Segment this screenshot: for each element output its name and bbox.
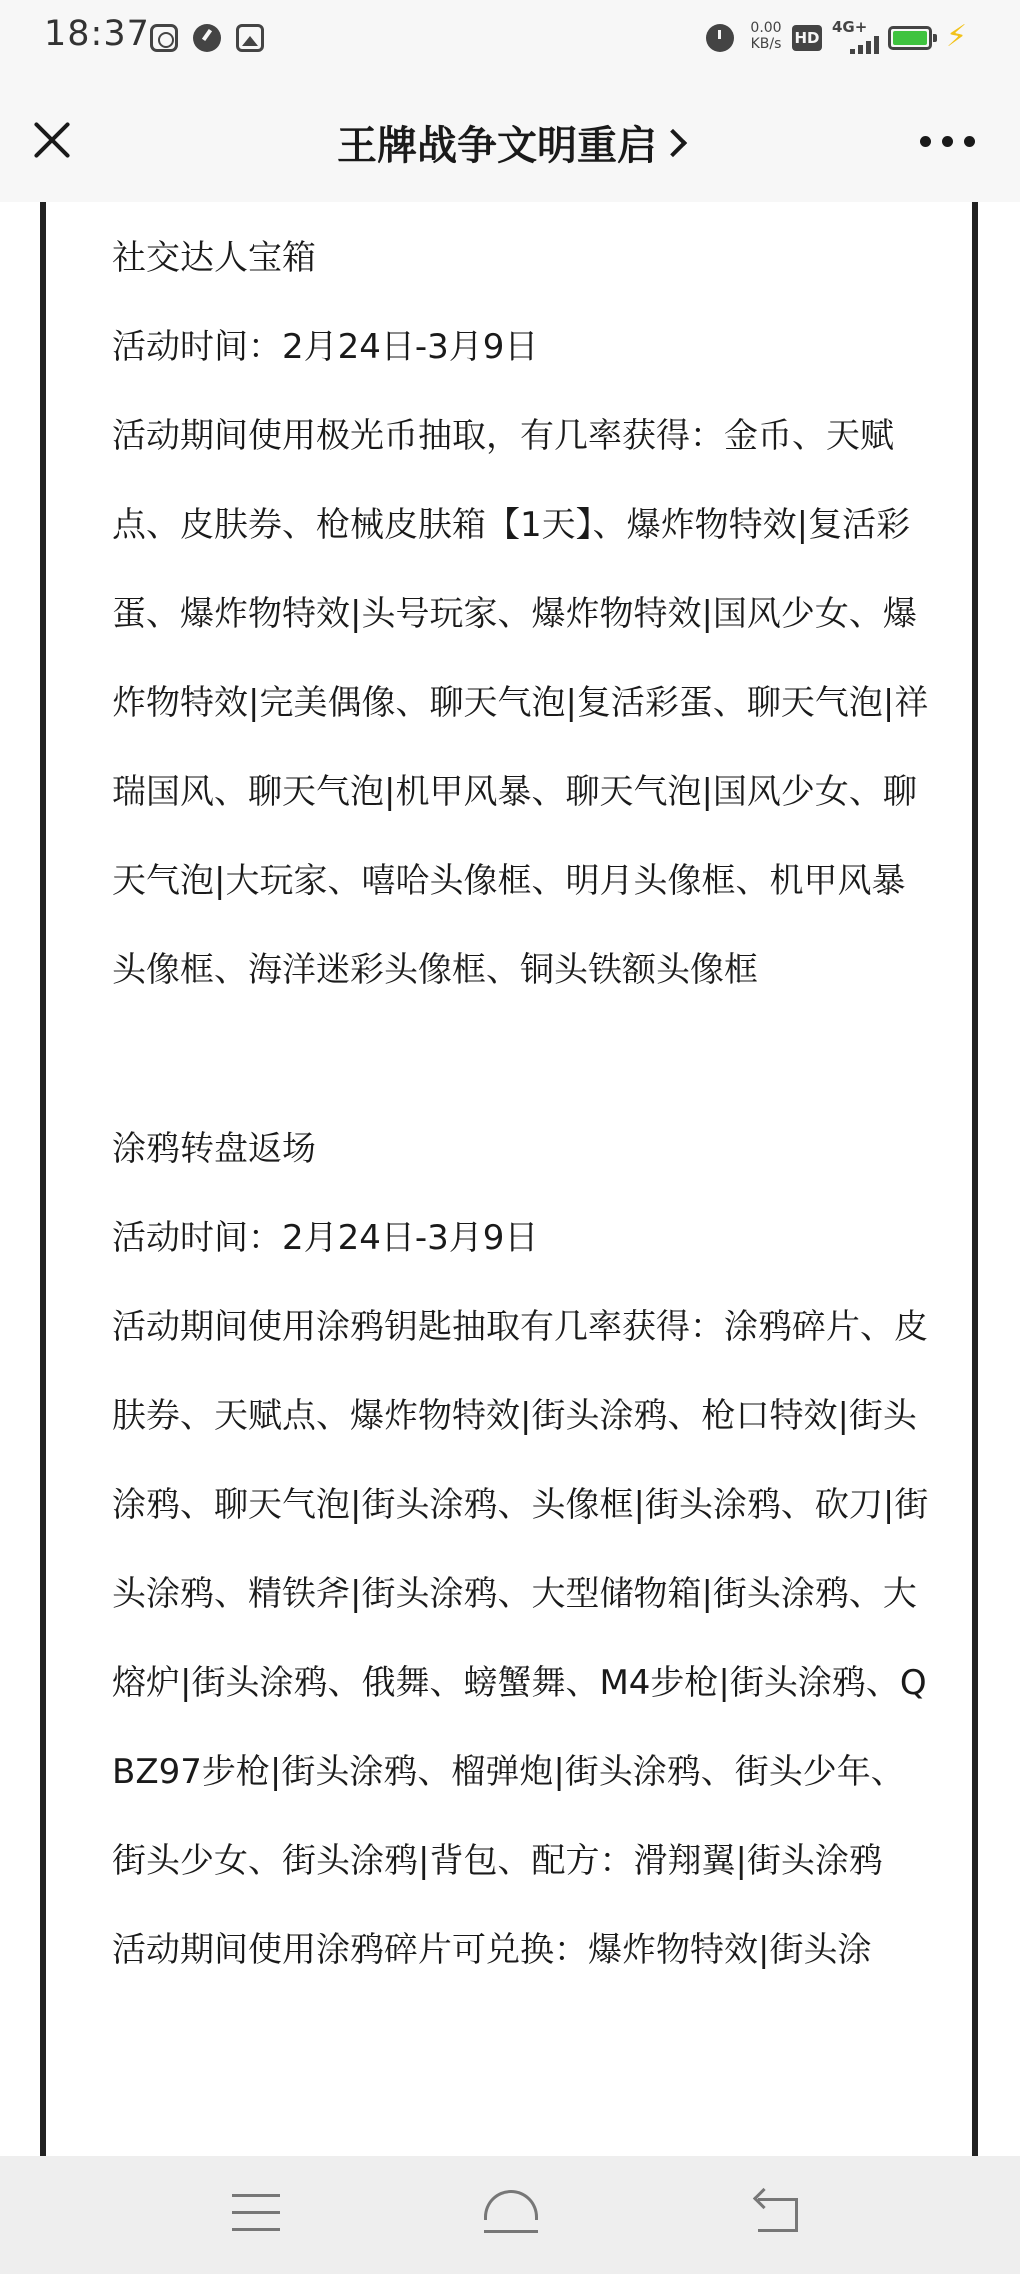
chevron-right-icon xyxy=(659,129,687,157)
section-title: 涂鸦转盘返场 xyxy=(112,1129,316,1169)
content-border-right xyxy=(972,202,978,2156)
status-time: 18:37 xyxy=(44,14,150,54)
app-notification-icon xyxy=(150,24,178,52)
exchange-description: 活动期间使用涂鸦碎片可兑换：爆炸物特效|街头涂 xyxy=(112,1930,872,1970)
compass-icon xyxy=(193,24,221,52)
signal-icon xyxy=(850,36,884,54)
section-title: 社交达人宝箱 xyxy=(112,238,316,278)
page-title[interactable] xyxy=(200,114,820,171)
network-speed xyxy=(744,20,788,52)
nav-bar xyxy=(0,80,1020,202)
battery-icon xyxy=(888,26,932,50)
event-description: 活动期间使用极光币抽取，有几率获得：金币、天赋点、皮肤券、枪械皮肤箱【1天】、爆炸物特效|复活彩蛋、爆炸物特效|头号玩家、爆炸物特效|国风少女、爆炸物特效|完美偶像、聊天气泡|复活彩蛋、聊天气泡|祥瑞国风、聊天气泡|机甲风暴、聊天气泡|国风少女、聊天气泡|大玩家、嘻哈头像框、明月头像框、机甲风暴头像框、海洋迷彩头像框、铜头铁额头像框 xyxy=(112,416,929,990)
event-time: 活动时间：2月24日-3月9日 xyxy=(112,1218,539,1258)
alarm-icon xyxy=(706,24,734,52)
page-title-text: 王牌战争文明重启 xyxy=(337,123,657,169)
more-dots-icon[interactable] xyxy=(920,132,980,152)
menu-icon[interactable] xyxy=(232,2192,280,2234)
section-spacer xyxy=(112,1015,932,1105)
article-content xyxy=(112,214,932,1995)
home-icon[interactable] xyxy=(478,2186,544,2240)
network-speed-value: 0.00 xyxy=(750,20,782,36)
event-description: 活动期间使用涂鸦钥匙抽取有几率获得：涂鸦碎片、皮肤券、天赋点、爆炸物特效|街头涂鸦、枪口特效|街头涂鸦、聊天气泡|街头涂鸦、头像框|街头涂鸦、砍刀|街头涂鸦、精铁斧|街头涂鸦、大型储物箱|街头涂鸦、大熔炉|街头涂鸦、俄舞、螃蟹舞、M4步枪|街头涂鸦、QBZ97步枪|街头涂鸦、榴弹炮|街头涂鸦、街头少年、街头少女、街头涂鸦|背包、配方：滑翔翼|街头涂鸦 xyxy=(112,1307,929,1881)
event-time: 活动时间：2月24日-3月9日 xyxy=(112,327,539,367)
charging-icon: ⚡ xyxy=(946,19,968,54)
signal-type: 4G+ xyxy=(832,18,868,36)
network-speed-unit: KB/s xyxy=(750,36,782,52)
gallery-icon xyxy=(236,24,264,52)
content-border-left xyxy=(40,202,46,2156)
back-icon[interactable] xyxy=(752,2186,804,2240)
close-icon[interactable] xyxy=(26,114,78,166)
system-nav-bar xyxy=(0,2156,1020,2274)
hd-badge: HD xyxy=(792,25,822,51)
status-bar xyxy=(0,0,1020,80)
